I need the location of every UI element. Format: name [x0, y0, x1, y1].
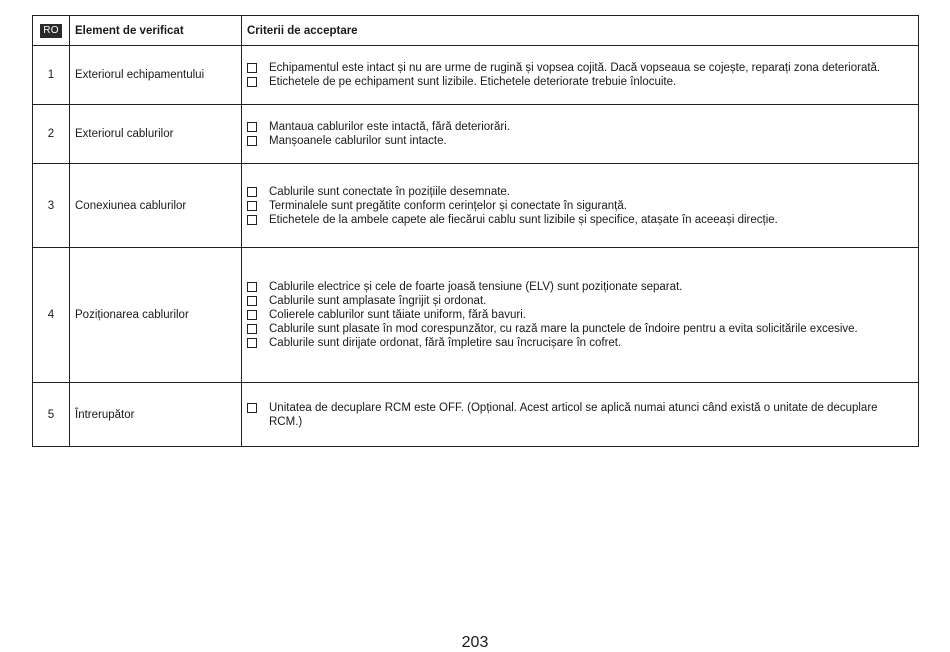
- criterion-item: [247, 75, 913, 89]
- criterion-item: [247, 213, 913, 227]
- criterion-text: Etichetele de pe echipament sunt lizibile. Etichetele deteriorate trebuie înlocuite.: [269, 76, 677, 88]
- language-cell: [33, 16, 70, 46]
- row-element: Exteriorul echipamentului: [70, 46, 242, 105]
- row-criteria: [242, 383, 919, 447]
- checkbox-icon: [247, 63, 257, 73]
- header-criteria: Criterii de acceptare: [242, 16, 919, 46]
- table-row: [33, 164, 919, 248]
- criterion-item: [247, 134, 913, 148]
- row-element: Conexiunea cablurilor: [70, 164, 242, 248]
- criterion-item: [247, 336, 913, 350]
- criterion-text: Cablurile electrice și cele de foarte joasă tensiune (ELV) sunt poziționate separat.: [269, 281, 683, 293]
- criterion-text: Manșoanele cablurilor sunt intacte.: [269, 135, 447, 147]
- checkbox-icon: [247, 136, 257, 146]
- checkbox-icon: [247, 310, 257, 320]
- criterion-text: Cablurile sunt conectate în pozițiile desemnate.: [269, 185, 511, 198]
- page-number: 203: [461, 634, 489, 651]
- header-element: Element de verificat: [70, 16, 242, 46]
- criterion-text: Terminalele sunt pregătite conform cerințelor și conectate în siguranță.: [269, 199, 627, 212]
- checkbox-icon: [247, 187, 257, 197]
- criterion-item: [247, 120, 913, 134]
- row-element: Exteriorul cablurilor: [70, 105, 242, 164]
- row-number: 1: [33, 46, 70, 105]
- criterion-item: [247, 322, 913, 336]
- checkbox-icon: [247, 122, 257, 132]
- row-number: 5: [33, 383, 70, 447]
- checkbox-icon: [247, 296, 257, 306]
- checkbox-icon: [247, 201, 257, 211]
- criterion-item: [247, 308, 913, 322]
- checkbox-icon: [247, 403, 257, 413]
- row-criteria: [242, 46, 919, 105]
- row-number: 2: [33, 105, 70, 164]
- checkbox-icon: [247, 282, 257, 292]
- criterion-item: [247, 401, 913, 429]
- checkbox-icon: [247, 215, 257, 225]
- checkbox-icon: [247, 338, 257, 348]
- criterion-text: Colierele cablurilor sunt tăiate uniform, fără bavuri.: [269, 309, 526, 321]
- checklist-table: [32, 15, 919, 447]
- criterion-text: Cablurile sunt plasate în mod corespunzător, cu rază mare la punctele de îndoire pentru a evita solicitările excesive.: [269, 323, 858, 335]
- criterion-item: [247, 199, 913, 213]
- criterion-item: [247, 280, 913, 294]
- criterion-text: Unitatea de decuplare RCM este OFF. (Opțional. Acest articol se aplică numai atunci când există o unitate de decuplare RCM.): [269, 401, 878, 428]
- criterion-text: Echipamentul este intact și nu are urme de rugină și vopsea cojită. Dacă vopseaua se cojește, reparați zona deteriorată.: [269, 62, 881, 74]
- criterion-text: Mantaua cablurilor este intactă, fără deteriorări.: [269, 121, 510, 133]
- row-criteria: [242, 105, 919, 164]
- criterion-item: [247, 185, 913, 199]
- criterion-item: [247, 61, 913, 75]
- checkbox-icon: [247, 77, 257, 87]
- row-element: Poziționarea cablurilor: [70, 248, 242, 383]
- row-criteria: [242, 248, 919, 383]
- criterion-text: Cablurile sunt amplasate îngrijit și ordonat.: [269, 295, 487, 307]
- criterion-text: Cablurile sunt dirijate ordonat, fără împletire sau încrucișare în cofret.: [269, 337, 622, 349]
- table-header-row: [33, 16, 919, 46]
- table-row: [33, 248, 919, 383]
- table-row: [33, 105, 919, 164]
- row-number: 4: [33, 248, 70, 383]
- checkbox-icon: [247, 324, 257, 334]
- language-badge: RO: [40, 24, 62, 38]
- table-row: [33, 46, 919, 105]
- row-number: 3: [33, 164, 70, 248]
- row-element: Întrerupător: [70, 383, 242, 447]
- criterion-item: [247, 294, 913, 308]
- table-row: [33, 383, 919, 447]
- criterion-text: Etichetele de la ambele capete ale fiecărui cablu sunt lizibile și specifice, atașate în aceeași direcție.: [269, 213, 778, 226]
- row-criteria: [242, 164, 919, 248]
